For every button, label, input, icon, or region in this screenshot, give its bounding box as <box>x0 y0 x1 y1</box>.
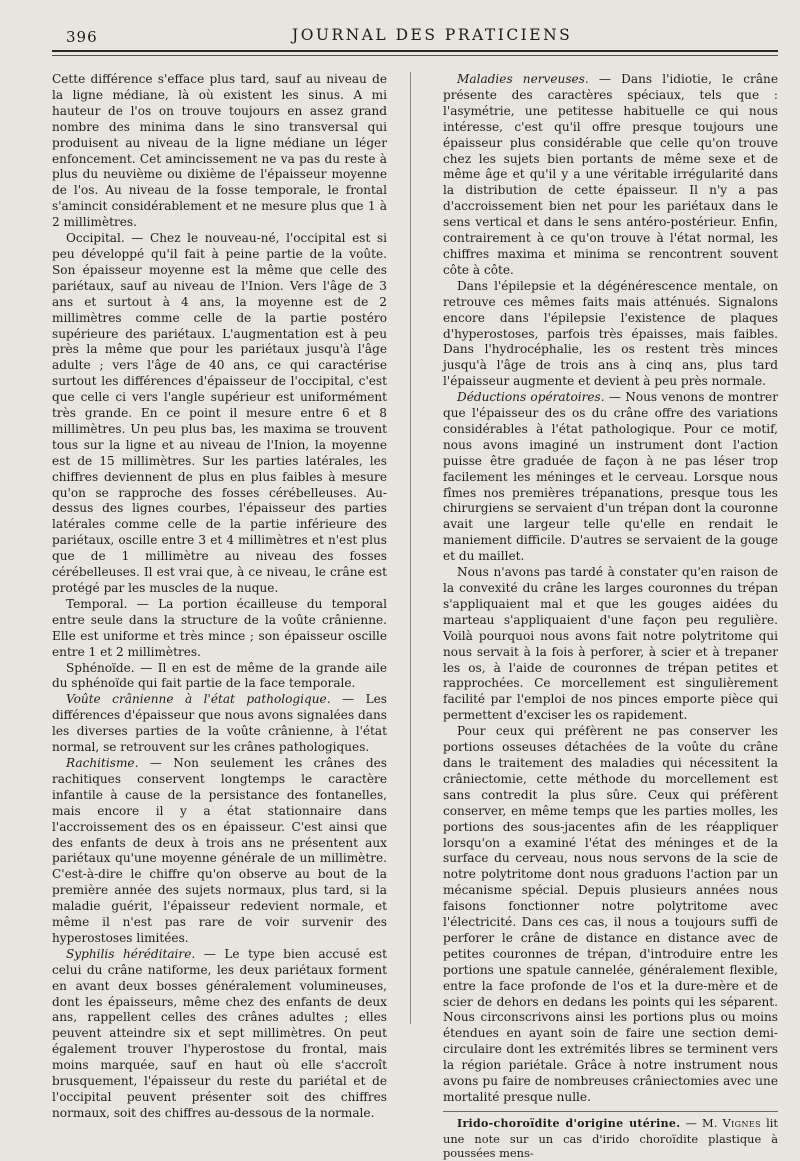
paragraph <box>52 947 387 1122</box>
paragraph-text: — Le type bien accusé est celui du crâne natiforme, les deux pariétaux forment en avant deux bosses généralement volumineuses, dont les épaisseurs, même chez des enfants de deux ans, rappellent celles des crânes adultes ; elles peuvent atteindre six et sept millimètres. On peut également trouver l'hyperostose du frontal, mais moins marquée, sauf en haut où elle s'accroît brusquement, l'épaisseur du reste du pariétal et de l'occipital peuvent présenter soit des chiffres normaux, soit des chiffres au-dessous de la normale. <box>52 946 387 1120</box>
paragraph-text: — Les différences d'épaisseur que nous avons signalées dans les diverses parties de la voûte crânienne, à l'état normal, se retrouvent sur les crânes pathologiques. <box>52 692 387 755</box>
paragraph <box>443 72 778 279</box>
right-column <box>443 72 778 1161</box>
paragraph-heading: Syphilis héréditaire. <box>66 946 196 961</box>
society-note <box>443 1116 778 1161</box>
paragraph <box>443 390 778 565</box>
note-author: Vignes <box>722 1115 761 1130</box>
paragraph-text: — Non seulement les crânes des rachitiques conservent longtemps le caractère infantile à cause de la persistance des fontanelles, mais encore il y a état stationnaire dans l'accroissement des os en épaisseur. C'est ainsi que des enfants de deux à trois ans ne présentent aux pariétaux qu'une moyenne générale de un millimètre. C'est-à-dire le chiffre qu'on observe au bout de la première année des sujets normaux, plus tard, si la maladie guérit, l'épaisseur redevient normale, et même il n'est pas rare de voir survenir des hyperostoses limitées. <box>52 755 387 945</box>
article-columns <box>52 72 778 1161</box>
paragraph-heading: Déductions opératoires. <box>457 390 605 405</box>
page-number: 396 <box>66 28 98 46</box>
running-title: JOURNAL DES PRATICIENS <box>292 26 573 44</box>
header-rule-thin <box>52 55 778 56</box>
header-rule-thick <box>52 50 778 52</box>
paragraph-text: Sphénoïde. — Il en est de même de la grande aile du sphénoïde qui fait partie de la face temporale. <box>52 660 387 691</box>
paragraph <box>443 724 778 1106</box>
paragraph <box>52 72 387 231</box>
paragraph <box>52 661 387 693</box>
note-text-before: — M. <box>680 1115 723 1130</box>
note-text-after: lit une note sur un cas d'irido choroïdite plastique à poussées mens- <box>443 1115 778 1161</box>
paragraph <box>52 692 387 756</box>
note-heading: Irido-choroïdite d'origine utérine. <box>457 1116 681 1130</box>
paragraph-heading: Maladies nerveuses. <box>457 72 589 86</box>
paragraph-heading: Voûte crânienne à l'état pathologique. <box>66 692 331 707</box>
paragraph-text: Pour ceux qui préfèrent ne pas conserver les portions osseuses détachées de la voûte du crâne dans le traitement des maladies qui nécessitent la crâniectomie, cette méthode du morcellement est sans contredit la plus sûre. Ceux qui préfèrent conserver, en même temps que les parties molles, les portions des sous-jacentes afin de les réappliquer lorsqu'on a examiné l'état des méninges et de la surface du cerveau, nous nous servons de la scie de notre polytritome dont nous graduons l'action par un mécanisme spécial. Depuis plusieurs années nous faisons fonctionner notre polytritome avec l'électricité. Dans ces cas, il nous a toujours suffi de perforer le crâne de distance en distance avec de petites couronnes de trépan, d'introduire entre les portions une spatule cannelée, généralement flexible, entre la face profonde de l'os et la dure-mère et de scier de dehors en dedans les points qui les séparent. Nous circonscrivons ainsi les portions plus ou moins étendues en ayant soin de faire une section demi-circulaire dont les extrémités libres se terminent vers la région pariétale. Grâce à notre instrument nous avons pu faire de nombreuses crâniectomies avec une mortalité presque nulle. <box>443 724 778 1104</box>
right-column-paragraphs <box>443 72 778 1106</box>
paragraph-text: — Dans l'idiotie, le crâne présente des caractères spéciaux, tels que : l'asymétrie, une petitesse habituelle ce qui nous intéresse, c'est qu'il offre presque toujours une épaisseur plus considérable que celle qu'on trouve chez les sujets bien portants de même sexe et de même âge et qu'il y a une véritable irrégularité dans la distribution de cette épaisseur. Il n'y a pas d'accroissement bien net pour les pariétaux dans le sens vertical et dans le sens antéro-postérieur. Enfin, contrairement à ce qu'on trouve à l'état normal, les chiffres maxima et minima se rencontrent souvent côte à côte. <box>443 72 778 277</box>
paragraph-text: Cette différence s'efface plus tard, sauf au niveau de la ligne médiane, là où existent les sinus. A mi hauteur de l'os on trouve toujours en assez grand nombre des minima dans le sino transversal qui produisent au niveau de la ligne médiane un léger enfoncement. Cet amincissement ne va pas du reste à plus du neuvième ou dixième de l'épaisseur moyenne de l'os. Au niveau de la fosse temporale, le frontal s'amincit considérablement et ne mesure plus que 1 à 2 millimètres. <box>52 72 387 230</box>
column-divider <box>410 72 411 1024</box>
paragraph-text: Nous n'avons pas tardé à constater qu'en raison de la convexité du crâne les larges couronnes du trépan s'appliquaient mal et que les gouges aidées du marteau s'appliquaient d'une façon peu regulière. Voilà pourquoi nous avons fait notre polytritome qui nous servait à la fois à perforer, à scier et à trepaner les os, à l'aide de couronnes de trépan petites et rapprochées. Ce morcellement est singulièrement facilité par l'emploi de nos pinces emporte pièce qui permettent d'exciser les os rapidement. <box>443 565 778 723</box>
paragraph-text: Occipital. — Chez le nouveau-né, l'occipital est si peu développé qu'il fait à peine partie de la voûte. Son épaisseur moyenne est la même que celle des pariétaux, sauf au niveau de l'Inion. Vers l'âge de 3 ans et surtout à 4 ans, la moyenne est de 2 millimètres comme celle de la partie postéro supérieure des pariétaux. L'augmentation est à peu près la même que pour les pariétaux jusqu'à l'âge adulte ; vers l'âge de 40 ans, ce qui caractérise surtout les différences d'épaisseur de l'occipital, c'est que celle ci vers l'angle supérieur est uniformément très grande. En ce point il mesure entre 6 et 8 millimètres. Un peu plus bas, les maxima se trouvent tous sur la ligne et au niveau de l'Inion, la moyenne est de 15 millimètres. Sur les parties latérales, les chiffres deviennent de plus en plus faibles à mesure qu'on se rapproche des fosses cérébelleuses. Au-dessus des lignes courbes, l'épaisseur des parties latérales comme celle de la partie inférieure des pariétaux, oscille entre 3 et 4 millimètres et n'est plus que de 1 millimètre au niveau des fosses cérébelleuses. Il est vrai que, à ce niveau, le crâne est protégé par les muscles de la nuque. <box>52 231 387 595</box>
paragraph <box>52 756 387 947</box>
paragraph <box>443 279 778 390</box>
paragraph <box>52 231 387 597</box>
paragraph-text: Dans l'épilepsie et la dégénérescence mentale, on retrouve ces mêmes faits mais atténués. Signalons encore dans l'épilepsie l'existence de plaques d'hyperostoses, parfois très épaisses, mais faibles. Dans l'hydrocéphalie, les os restent très minces jusqu'à l'âge de trois ans à cinq ans, plus tard l'épaisseur augmente et devient à peu près normale. <box>443 278 778 389</box>
paragraph-heading: Rachitisme. <box>66 755 139 770</box>
paragraph-text: Temporal. — La portion écailleuse du temporal entre seule dans la structure de la voûte crânienne. Elle est uniforme et très mince ; son épaisseur oscille entre 1 et 2 millimètres. <box>52 596 387 659</box>
paragraph <box>52 597 387 661</box>
note-separator <box>443 1111 778 1112</box>
paragraph <box>443 565 778 724</box>
page-header <box>52 0 778 48</box>
left-column <box>52 72 387 1161</box>
paragraph-text: — Nous venons de montrer que l'épaisseur des os du crâne offre des variations considérables à l'état pathologique. Pour ce motif, nous avons imaginé un instrument dont l'action puisse être graduée de façon à ne pas léser trop facilement les méninges et le cerveau. Lorsque nous fîmes nos premières trépanations, presque tous les chirurgiens se servaient d'un trépan dont la couronne avait une largeur telle qu'elle en rendait le maniement difficile. D'autres se servaient de la gouge et du maillet. <box>443 390 778 564</box>
